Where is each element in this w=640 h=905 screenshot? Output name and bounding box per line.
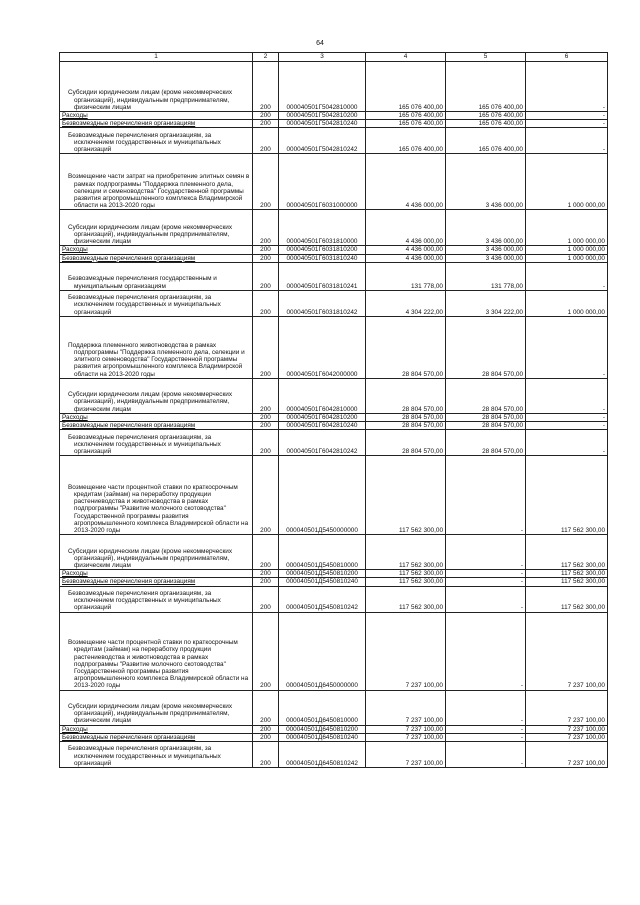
cell-c5: 165 076 400,00 [446, 128, 526, 154]
cell-c3: 000040501Г6042810000 [279, 378, 366, 413]
cell-c2: 200 [253, 262, 279, 290]
table-row [60, 578, 608, 586]
table-row [60, 210, 608, 246]
cell-c3: 000040501Г5042810240 [279, 120, 366, 128]
cell-c5: - [446, 570, 526, 578]
cell-c3: 000040501Г6031810242 [279, 290, 366, 316]
cell-c3: 000040501Д5450000000 [279, 456, 366, 535]
cell-c4: 165 076 400,00 [366, 62, 446, 112]
cell-c5: 28 804 570,00 [446, 422, 526, 430]
column-header: 5 [446, 53, 526, 62]
table-row [60, 154, 608, 210]
cell-c6: 7 237 100,00 [526, 725, 608, 733]
cell-c3: 000040501Д5450810240 [279, 578, 366, 586]
cell-c4: 7 237 100,00 [366, 690, 446, 725]
cell-c6: - [526, 413, 608, 421]
cell-c4: 131 778,00 [366, 262, 446, 290]
cell-c2: 200 [253, 62, 279, 112]
table-row [60, 733, 608, 741]
cell-c6: - [526, 262, 608, 290]
cell-c6: - [526, 120, 608, 128]
cell-c4: 28 804 570,00 [366, 413, 446, 421]
page-number: 64 [316, 40, 324, 47]
cell-c2: 200 [253, 154, 279, 210]
cell-c1: Безвозмездные перечисления государственным и муниципальным организациям [60, 262, 253, 290]
cell-c5: - [446, 725, 526, 733]
cell-c2: 200 [253, 112, 279, 120]
cell-c4: 4 436 000,00 [366, 154, 446, 210]
cell-c5: 165 076 400,00 [446, 112, 526, 120]
cell-c2: 200 [253, 210, 279, 246]
table-row [60, 725, 608, 733]
cell-c3: 000040501Г6042810242 [279, 430, 366, 456]
cell-c6: 1 000 000,00 [526, 254, 608, 262]
cell-c2: 200 [253, 456, 279, 535]
cell-c1: Безвозмездные перечисления организациям [60, 733, 253, 741]
cell-c3: 000040501Г5042810200 [279, 112, 366, 120]
cell-c1: Расходы [60, 246, 253, 254]
table-row [60, 612, 608, 690]
cell-c5: 165 076 400,00 [446, 120, 526, 128]
cell-c1: Расходы [60, 413, 253, 421]
cell-c4: 28 804 570,00 [366, 378, 446, 413]
table-row [60, 112, 608, 120]
cell-c6: 1 000 000,00 [526, 210, 608, 246]
cell-c5: - [446, 742, 526, 768]
cell-c3: 000040501Д5450810000 [279, 535, 366, 570]
cell-c4: 117 562 300,00 [366, 535, 446, 570]
cell-c3: 000040501Д6450810200 [279, 725, 366, 733]
cell-c6: 117 562 300,00 [526, 570, 608, 578]
cell-c5: 28 804 570,00 [446, 430, 526, 456]
table-row [60, 430, 608, 456]
cell-c3: 000040501Д6450810000 [279, 690, 366, 725]
cell-c1: Безвозмездные перечисления организациям, за исключением государственных и муниципальных организаций [60, 430, 253, 456]
cell-c6: 1 000 000,00 [526, 290, 608, 316]
cell-c2: 200 [253, 430, 279, 456]
cell-c5: 3 436 000,00 [446, 154, 526, 210]
cell-c4: 7 237 100,00 [366, 733, 446, 741]
table-row [60, 316, 608, 378]
cell-c2: 200 [253, 246, 279, 254]
table-row [60, 254, 608, 262]
cell-c2: 200 [253, 535, 279, 570]
cell-c1: Расходы [60, 112, 253, 120]
cell-c3: 000040501Г6042810240 [279, 422, 366, 430]
cell-c1: Субсидии юридическим лицам (кроме некоммерческих организаций), индивидуальным предпринимателям, физическим лицам [60, 210, 253, 246]
cell-c5: - [446, 578, 526, 586]
cell-c5: - [446, 456, 526, 535]
cell-c1: Возмещение части процентной ставки по краткосрочным кредитам (займам) на переработку продукции растениеводства и животноводства в рамках подпрограммы "Развитие молочного скотоводства" Государственной программы развития агропромышленного комплекса Владимирской области на 2013-2020 годы [60, 612, 253, 690]
cell-c6: 7 237 100,00 [526, 742, 608, 768]
cell-c1: Безвозмездные перечисления организациям, за исключением государственных и муниципальных организаций [60, 290, 253, 316]
cell-c3: 000040501Г6042000000 [279, 316, 366, 378]
cell-c3: 000040501Г6031810241 [279, 262, 366, 290]
cell-c2: 200 [253, 290, 279, 316]
cell-c4: 117 562 300,00 [366, 578, 446, 586]
cell-c5: - [446, 535, 526, 570]
cell-c3: 000040501Г6042810200 [279, 413, 366, 421]
cell-c5: 3 436 000,00 [446, 210, 526, 246]
cell-c1: Безвозмездные перечисления организациям, за исключением государственных и муниципальных организаций [60, 586, 253, 612]
cell-c3: 000040501Г6031810000 [279, 210, 366, 246]
budget-table [59, 52, 608, 768]
cell-c4: 4 436 000,00 [366, 210, 446, 246]
cell-c2: 200 [253, 570, 279, 578]
table-row [60, 128, 608, 154]
cell-c1: Безвозмездные перечисления организациям, за исключением государственных и муниципальных организаций [60, 128, 253, 154]
table-header-row [60, 53, 608, 62]
cell-c3: 000040501Д6450000000 [279, 612, 366, 690]
cell-c4: 28 804 570,00 [366, 316, 446, 378]
cell-c3: 000040501Г6031000000 [279, 154, 366, 210]
cell-c6: 1 000 000,00 [526, 246, 608, 254]
cell-c6: - [526, 112, 608, 120]
table-row [60, 246, 608, 254]
cell-c5: 3 304 222,00 [446, 290, 526, 316]
cell-c4: 7 237 100,00 [366, 612, 446, 690]
cell-c4: 7 237 100,00 [366, 742, 446, 768]
cell-c1: Расходы [60, 570, 253, 578]
cell-c5: - [446, 733, 526, 741]
table-row [60, 62, 608, 112]
cell-c2: 200 [253, 120, 279, 128]
cell-c1: Поддержка племенного животноводства в рамках подпрограммы "Поддержка племенного дела, селекции и элитного семеноводства" Государственной программы развития агропромышленного комплекса Владимирской области на 2013-2020 годы [60, 316, 253, 378]
table-row [60, 262, 608, 290]
cell-c6: - [526, 62, 608, 112]
cell-c1: Безвозмездные перечисления организациям [60, 422, 253, 430]
cell-c4: 7 237 100,00 [366, 725, 446, 733]
cell-c1: Расходы [60, 725, 253, 733]
column-header: 4 [366, 53, 446, 62]
cell-c3: 000040501Д5450810200 [279, 570, 366, 578]
table-row [60, 413, 608, 421]
cell-c2: 200 [253, 316, 279, 378]
cell-c2: 200 [253, 725, 279, 733]
cell-c6: - [526, 378, 608, 413]
cell-c4: 4 304 222,00 [366, 290, 446, 316]
cell-c2: 200 [253, 742, 279, 768]
cell-c1: Безвозмездные перечисления организациям, за исключением государственных и муниципальных организаций [60, 742, 253, 768]
cell-c5: 131 778,00 [446, 262, 526, 290]
cell-c6: 7 237 100,00 [526, 733, 608, 741]
cell-c3: 000040501Г5042810242 [279, 128, 366, 154]
cell-c4: 28 804 570,00 [366, 422, 446, 430]
cell-c1: Субсидии юридическим лицам (кроме некоммерческих организаций), индивидуальным предпринимателям, физическим лицам [60, 378, 253, 413]
cell-c5: 3 436 000,00 [446, 254, 526, 262]
cell-c4: 117 562 300,00 [366, 570, 446, 578]
cell-c6: 117 562 300,00 [526, 586, 608, 612]
cell-c3: 000040501Д6450810240 [279, 733, 366, 741]
cell-c6: 117 562 300,00 [526, 578, 608, 586]
cell-c2: 200 [253, 254, 279, 262]
cell-c6: - [526, 430, 608, 456]
cell-c2: 200 [253, 586, 279, 612]
column-header: 6 [526, 53, 608, 62]
column-header: 1 [60, 53, 253, 62]
cell-c1: Возмещение части затрат на приобретение элитных семян в рамках подпрограммы "Поддержка племенного дела, селекции и семеноводства" Государственной программы развития агропромышленного комплекса Владимирской области на 2013-2020 годы [60, 154, 253, 210]
cell-c1: Возмещение части процентной ставки по краткосрочным кредитам (займам) на переработку продукции растениеводства и животноводства в рамках подпрограммы "Развитие молочного скотоводства" Государственной программы развития агропромышленного комплекса Владимирской области на 2013-2020 годы [60, 456, 253, 535]
table-row [60, 290, 608, 316]
table-row [60, 378, 608, 413]
cell-c2: 200 [253, 733, 279, 741]
cell-c2: 200 [253, 690, 279, 725]
cell-c5: 28 804 570,00 [446, 378, 526, 413]
cell-c4: 165 076 400,00 [366, 112, 446, 120]
table-row [60, 690, 608, 725]
cell-c1: Субсидии юридическим лицам (кроме некоммерческих организаций), индивидуальным предпринимателям, физическим лицам [60, 535, 253, 570]
cell-c3: 000040501Д5450810242 [279, 586, 366, 612]
cell-c5: 28 804 570,00 [446, 413, 526, 421]
cell-c4: 117 562 300,00 [366, 456, 446, 535]
cell-c1: Субсидии юридическим лицам (кроме некоммерческих организаций), индивидуальным предпринимателям, физическим лицам [60, 690, 253, 725]
cell-c4: 165 076 400,00 [366, 120, 446, 128]
cell-c2: 200 [253, 612, 279, 690]
cell-c4: 28 804 570,00 [366, 430, 446, 456]
table-row [60, 120, 608, 128]
cell-c6: 7 237 100,00 [526, 690, 608, 725]
cell-c3: 000040501Д6450810242 [279, 742, 366, 768]
cell-c2: 200 [253, 578, 279, 586]
cell-c6: 117 562 300,00 [526, 456, 608, 535]
column-header: 2 [253, 53, 279, 62]
column-header: 3 [279, 53, 366, 62]
table-row [60, 570, 608, 578]
cell-c5: 3 436 000,00 [446, 246, 526, 254]
cell-c4: 117 562 300,00 [366, 586, 446, 612]
cell-c6: 117 562 300,00 [526, 535, 608, 570]
cell-c2: 200 [253, 422, 279, 430]
cell-c1: Безвозмездные перечисления организациям [60, 254, 253, 262]
cell-c6: - [526, 422, 608, 430]
cell-c3: 000040501Г6031810200 [279, 246, 366, 254]
cell-c6: - [526, 128, 608, 154]
cell-c2: 200 [253, 413, 279, 421]
table-row [60, 422, 608, 430]
cell-c1: Безвозмездные перечисления организациям [60, 578, 253, 586]
cell-c5: 165 076 400,00 [446, 62, 526, 112]
table-row [60, 586, 608, 612]
cell-c6: 1 000 000,00 [526, 154, 608, 210]
cell-c5: - [446, 612, 526, 690]
table-row [60, 456, 608, 535]
table-row [60, 535, 608, 570]
cell-c2: 200 [253, 378, 279, 413]
cell-c3: 000040501Г5042810000 [279, 62, 366, 112]
cell-c4: 4 436 000,00 [366, 246, 446, 254]
cell-c1: Субсидии юридическим лицам (кроме некоммерческих организаций), индивидуальным предпринимателям, физическим лицам [60, 62, 253, 112]
cell-c6: 7 237 100,00 [526, 612, 608, 690]
cell-c4: 165 076 400,00 [366, 128, 446, 154]
cell-c1: Безвозмездные перечисления организациям [60, 120, 253, 128]
cell-c2: 200 [253, 128, 279, 154]
cell-c4: 4 436 000,00 [366, 254, 446, 262]
cell-c5: - [446, 586, 526, 612]
cell-c5: - [446, 690, 526, 725]
cell-c5: 28 804 570,00 [446, 316, 526, 378]
cell-c6: - [526, 316, 608, 378]
cell-c3: 000040501Г6031810240 [279, 254, 366, 262]
table-row [60, 742, 608, 768]
